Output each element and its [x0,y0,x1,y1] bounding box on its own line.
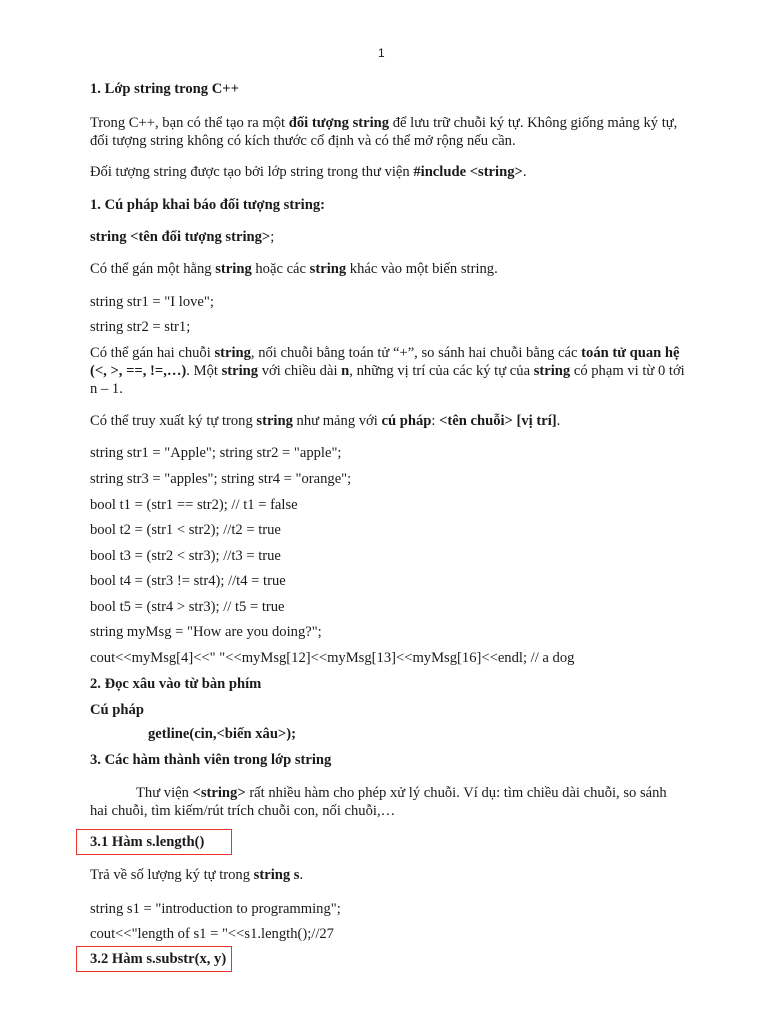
code-line: string myMsg = "How are you doing?"; [90,624,322,640]
code-line: cout<<myMsg[4]<<" "<<myMsg[12]<<myMsg[13]<<myMsg[16]<<endl; // a dog [90,650,575,666]
code-line: string str1 = "Apple"; string str2 = "apple"; [90,445,342,461]
subsection-heading-length: 3.1 Hàm s.length() [90,834,205,850]
paragraph-include: Đối tượng string được tạo bởi lớp string trong thư viện #include <string>. [90,164,527,180]
code-line: string s1 = "introduction to programming"; [90,901,341,917]
paragraph-access: Có thể truy xuất ký tự trong string như mảng với cú pháp: <tên chuỗi> [vị trí]. [90,413,561,429]
section-heading-2: 2. Đọc xâu vào từ bàn phím [90,676,262,692]
getline-syntax: getline(cin,<biến xâu>); [148,726,296,742]
code-line: bool t2 = (str1 < str2); //t2 = true [90,522,281,538]
syntax-heading: 1. Cú pháp khai báo đối tượng string: [90,197,326,213]
syntax-subheading: Cú pháp [90,702,144,718]
page-number: 1 [378,46,385,60]
code-line: bool t1 = (str1 == str2); // t1 = false [90,497,298,513]
code-line: string str3 = "apples"; string str4 = "orange"; [90,471,352,487]
paragraph-operators: Có thể gán hai chuỗi string, nối chuỗi bằng toán tử “+”, so sánh hai chuỗi bằng các toán tử quan hệ (<, >, ==, !=,…). Một string với chiều dài n, những vị trí của các ký tự của string có phạm vi từ 0 tới n – 1. [90,345,685,397]
paragraph-length: Trả về số lượng ký tự trong string s. [90,867,304,883]
code-line: cout<<"length of s1 = "<<s1.length();//27 [90,926,334,942]
paragraph-string-lib: Thư viện <string> rất nhiều hàm cho phép xử lý chuỗi. Ví dụ: tìm chiều dài chuỗi, so sánh hai chuỗi, tìm kiếm/rút trích chuỗi con, nối chuỗi,… [90,785,667,819]
code-line: bool t4 = (str3 != str4); //t4 = true [90,573,286,589]
section-heading-1: 1. Lớp string trong C++ [90,81,239,97]
code-line: string str1 = "I love"; [90,294,214,310]
section-heading-3: 3. Các hàm thành viên trong lớp string [90,752,332,768]
paragraph-assign: Có thể gán một hằng string hoặc các string khác vào một biến string. [90,261,498,277]
subsection-heading-substr: 3.2 Hàm s.substr(x, y) [90,951,227,967]
paragraph-intro: Trong C++, bạn có thể tạo ra một đối tượng string để lưu trữ chuỗi ký tự. Không giống mảng ký tự, đối tượng string không có kích thước cố định và có thể mở rộng nếu cần. [90,115,678,149]
syntax-line: string <tên đối tượng string>; [90,229,275,245]
code-line: string str2 = str1; [90,319,191,335]
code-line: bool t5 = (str4 > str3); // t5 = true [90,599,285,615]
code-line: bool t3 = (str2 < str3); //t3 = true [90,548,281,564]
